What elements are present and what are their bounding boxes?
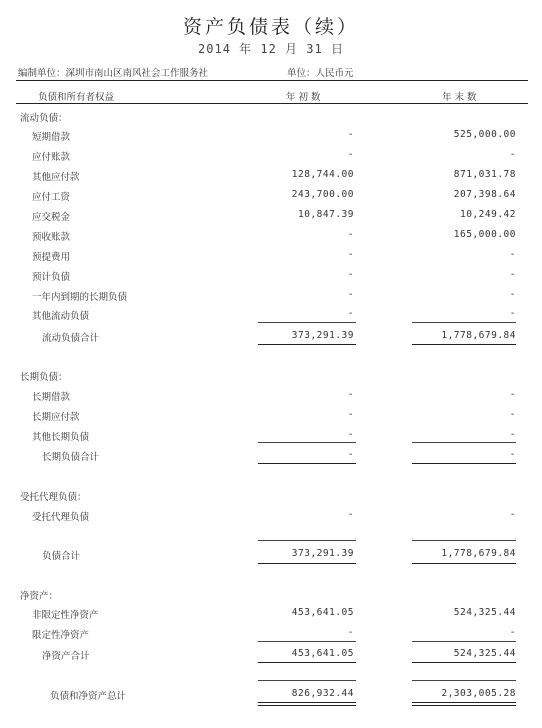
row-begin-value: 453,641.05 bbox=[291, 607, 354, 618]
row-label: 其他长期负债 bbox=[32, 432, 90, 443]
row-label: 预计负债 bbox=[32, 272, 71, 283]
grand-total-rule-end-1 bbox=[412, 702, 516, 703]
liabilities-total-end: 1,778,679.84 bbox=[441, 548, 516, 559]
row-begin-value: - bbox=[347, 429, 354, 440]
subtotal-rule-end bbox=[412, 442, 516, 443]
row-label: 应交税金 bbox=[32, 212, 71, 223]
total-rule-end bbox=[412, 563, 516, 564]
subtotal-label: 流动负债合计 bbox=[42, 333, 100, 344]
row-end-value: 871,031.78 bbox=[453, 169, 516, 180]
subtotal-end-value: - bbox=[509, 449, 516, 460]
subtotal-end-value: 1,778,679.84 bbox=[441, 330, 516, 341]
row-end-value: 10,249.42 bbox=[460, 209, 516, 220]
subtotal-rule-begin bbox=[258, 322, 356, 323]
section-label-entrusted: 受托代理负债： bbox=[20, 492, 87, 503]
total-rule-begin bbox=[258, 662, 356, 663]
grand-total-top-rule-begin bbox=[258, 680, 356, 681]
row-label: 一年内到期的长期负债 bbox=[32, 292, 128, 303]
liabilities-total-begin: 373,291.39 bbox=[291, 548, 354, 559]
subtotal-end-value: 524,325.44 bbox=[453, 648, 516, 659]
section-label-current: 流动负债： bbox=[20, 113, 68, 124]
row-end-value: - bbox=[509, 308, 516, 319]
row-end-value: - bbox=[509, 509, 516, 520]
row-label: 应付工资 bbox=[32, 192, 71, 203]
subtotal-begin-value: 373,291.39 bbox=[291, 330, 354, 341]
col-header-begin: 年 初 数 bbox=[286, 92, 321, 103]
row-end-value: 525,000.00 bbox=[453, 129, 516, 140]
subtotal-rule-end bbox=[412, 641, 516, 642]
row-begin-value: 128,744.00 bbox=[291, 169, 354, 180]
header-top-rule bbox=[16, 80, 528, 81]
report-date: 2014 年 12 月 31 日 bbox=[198, 42, 344, 56]
subtotal-rule-end bbox=[412, 322, 516, 323]
row-begin-value: - bbox=[347, 389, 354, 400]
row-end-value: - bbox=[509, 249, 516, 260]
row-begin-value: - bbox=[347, 627, 354, 638]
row-label: 短期借款 bbox=[32, 132, 71, 143]
row-begin-value: - bbox=[347, 289, 354, 300]
row-end-value: 524,325.44 bbox=[453, 607, 516, 618]
report-title: 资产负债表（续） bbox=[182, 16, 359, 38]
subtotal-rule-end bbox=[412, 540, 516, 541]
section-label-net-assets: 净资产： bbox=[20, 591, 59, 602]
row-begin-value: - bbox=[347, 149, 354, 160]
row-end-value: - bbox=[509, 409, 516, 420]
total-rule-begin bbox=[258, 563, 356, 564]
subtotal-rule-begin bbox=[258, 442, 356, 443]
subtotal-rule-begin bbox=[258, 641, 356, 642]
liabilities-total-label: 负债合计 bbox=[42, 551, 81, 562]
subtotal-rule-begin bbox=[258, 540, 356, 541]
row-begin-value: 243,700.00 bbox=[291, 189, 354, 200]
row-label: 非限定性净资产 bbox=[32, 610, 99, 621]
total-rule-begin bbox=[258, 463, 356, 464]
row-end-value: 165,000.00 bbox=[453, 229, 516, 240]
subtotal-label: 净资产合计 bbox=[42, 651, 90, 662]
row-label: 长期应付款 bbox=[32, 412, 80, 423]
row-begin-value: - bbox=[347, 129, 354, 140]
subtotal-begin-value: - bbox=[347, 449, 354, 460]
grand-total-begin: 826,932.44 bbox=[291, 688, 354, 699]
row-label: 长期借款 bbox=[32, 392, 71, 403]
org-label: 编制单位：深圳市南山区南风社会工作服务社 bbox=[18, 68, 209, 79]
row-label: 其他应付款 bbox=[32, 172, 80, 183]
row-end-value: - bbox=[509, 429, 516, 440]
total-rule-begin bbox=[258, 344, 356, 345]
grand-total-end: 2,303,005.28 bbox=[441, 688, 516, 699]
grand-total-rule-end-2 bbox=[412, 705, 516, 706]
total-rule-end bbox=[412, 662, 516, 663]
subtotal-label: 长期负债合计 bbox=[42, 452, 100, 463]
total-rule-end bbox=[412, 463, 516, 464]
row-begin-value: - bbox=[347, 308, 354, 319]
row-end-value: - bbox=[509, 627, 516, 638]
total-rule-end bbox=[412, 344, 516, 345]
row-label: 其他流动负债 bbox=[32, 311, 90, 322]
row-end-value: 207,398.64 bbox=[453, 189, 516, 200]
row-begin-value: - bbox=[347, 249, 354, 260]
header-bottom-rule bbox=[16, 103, 528, 104]
row-end-value: - bbox=[509, 149, 516, 160]
row-label: 预提费用 bbox=[32, 252, 71, 263]
subtotal-begin-value: 453,641.05 bbox=[291, 648, 354, 659]
row-begin-value: - bbox=[347, 509, 354, 520]
row-label: 受托代理负债 bbox=[32, 512, 90, 523]
row-begin-value: - bbox=[347, 229, 354, 240]
row-label: 限定性净资产 bbox=[32, 630, 90, 641]
row-end-value: - bbox=[509, 289, 516, 300]
col-header-end: 年 末 数 bbox=[442, 92, 477, 103]
grand-total-label: 负债和净资产总计 bbox=[50, 691, 127, 702]
col-header-item: 负债和所有者权益 bbox=[38, 92, 115, 103]
grand-total-rule-begin-2 bbox=[258, 705, 356, 706]
currency-label: 单位：人民币元 bbox=[287, 68, 354, 79]
grand-total-rule-begin-1 bbox=[258, 702, 356, 703]
grand-total-top-rule-end bbox=[412, 680, 516, 681]
section-label-longterm: 长期负债： bbox=[20, 372, 68, 383]
row-begin-value: - bbox=[347, 409, 354, 420]
row-begin-value: 10,847.39 bbox=[298, 209, 354, 220]
row-end-value: - bbox=[509, 269, 516, 280]
row-label: 预收账款 bbox=[32, 232, 71, 243]
row-begin-value: - bbox=[347, 269, 354, 280]
row-label: 应付账款 bbox=[32, 152, 71, 163]
row-end-value: - bbox=[509, 389, 516, 400]
